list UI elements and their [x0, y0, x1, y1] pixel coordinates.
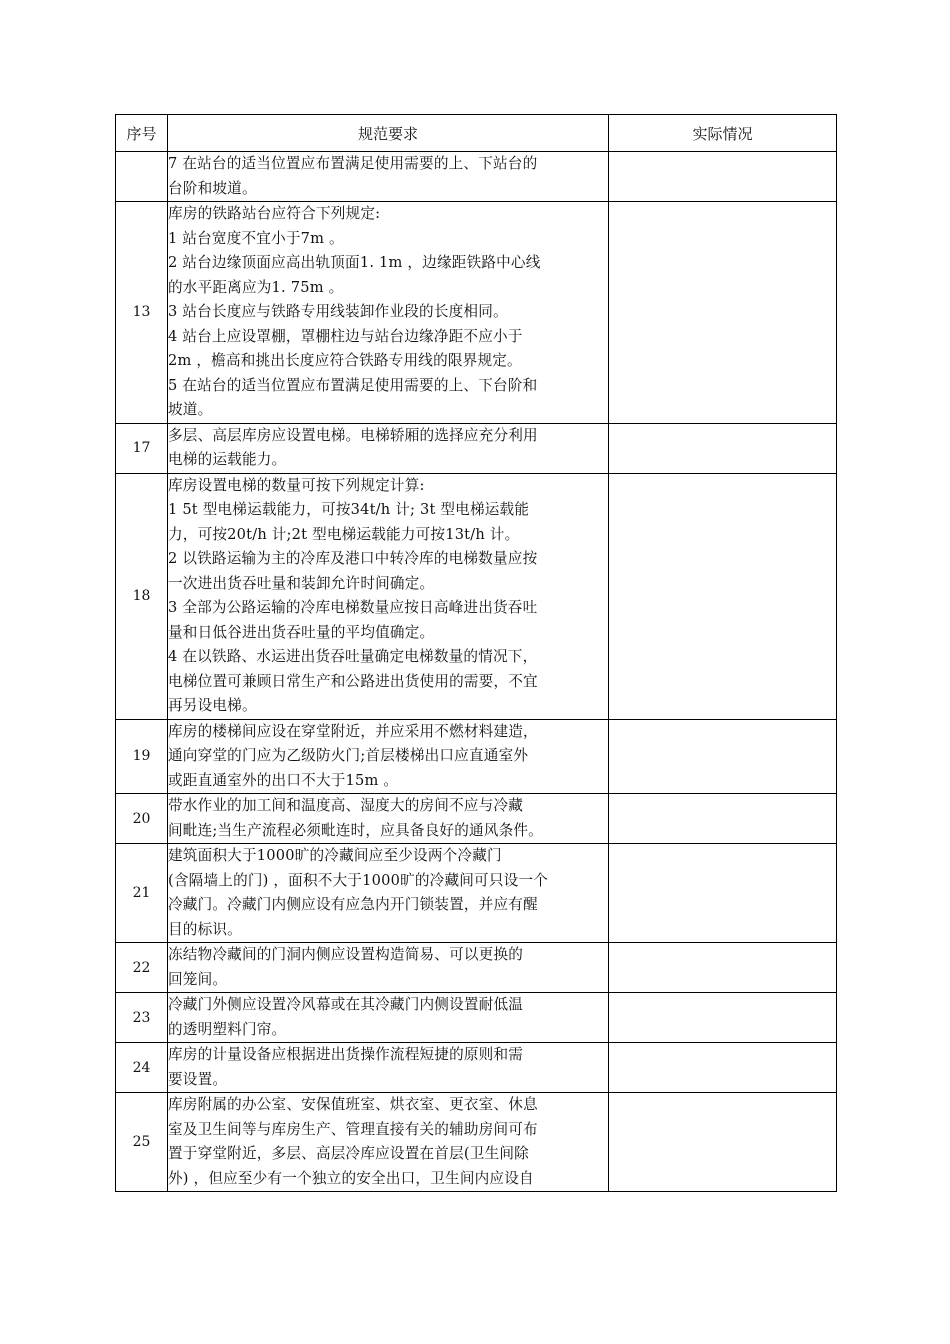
requirement-line: 坡道。 [168, 401, 213, 418]
table-row [116, 794, 837, 844]
requirement-line: 冷藏门。冷藏门内侧应设有应急内开门锁装置，并应有醒 [168, 896, 538, 913]
actual-cell [609, 152, 837, 202]
requirement-line: 库房附属的办公室、安保值班室、烘衣室、更衣室、休息 [168, 1096, 538, 1113]
table-header-row [116, 115, 837, 152]
requirement-line: 建筑面积大于1000旷的冷藏间应至少设两个冷藏门 [168, 847, 502, 864]
requirement-line: 1 5t 型电梯运载能力，可按34t/h 计; 3t 型电梯运载能 [168, 501, 530, 518]
requirement-cell [168, 943, 609, 993]
requirement-line: 力，可按20t/h 计;2t 型电梯运载能力可按13t/h 计。 [168, 525, 520, 543]
requirement-line: 外) ，但应至少有一个独立的安全出口，卫生间内应设自 [168, 1169, 534, 1187]
table-row [116, 423, 837, 473]
requirement-line: 冻结物冷藏间的门洞内侧应设置构造简易、可以更换的 [168, 946, 524, 963]
actual-cell [609, 993, 837, 1043]
row-number [116, 152, 168, 202]
table-row [116, 473, 837, 719]
row-number: 20 [116, 794, 168, 844]
row-number: 13 [116, 202, 168, 424]
row-number: 24 [116, 1043, 168, 1093]
requirement-line: 置于穿堂附近，多层、高层冷库应设置在首层(卫生间除 [168, 1145, 529, 1162]
requirement-line: 库房设置电梯的数量可按下列规定计算: [168, 476, 425, 494]
requirement-line: 间毗连;当生产流程必须毗连时，应具备良好的通风条件。 [168, 821, 543, 839]
requirement-cell [168, 473, 609, 719]
actual-cell [609, 423, 837, 473]
requirement-line: 库房的铁路站台应符合下列规定: [168, 205, 381, 222]
requirement-line: 2 站台边缘顶面应高出轨顶面1. 1m ，边缘距铁路中心线 [168, 254, 541, 271]
header-no: 序号 [116, 115, 168, 152]
requirement-cell [168, 423, 609, 473]
spec-table [115, 114, 837, 1192]
requirement-line: 库房的楼梯间应设在穿堂附近，并应采用不燃材料建造， [168, 722, 538, 740]
actual-cell [609, 794, 837, 844]
requirement-line: 4 在以铁路、水运进出货吞吐量确定电梯数量的情况下， [168, 648, 538, 665]
row-number: 18 [116, 473, 168, 719]
requirement-line: 再另设电梯。 [168, 697, 257, 714]
row-number: 25 [116, 1093, 168, 1192]
actual-cell [609, 719, 837, 794]
table-body [116, 152, 837, 1192]
requirement-line: 台阶和坡道。 [168, 179, 257, 197]
requirement-line: 目的标识。 [168, 920, 242, 938]
row-number: 21 [116, 844, 168, 943]
requirement-line: 4 站台上应设罩棚，罩棚柱边与站台边缘净距不应小于 [168, 327, 523, 345]
requirement-cell [168, 993, 609, 1043]
header-requirement: 规范要求 [168, 115, 609, 152]
requirement-cell [168, 1093, 609, 1192]
requirement-cell [168, 202, 609, 424]
requirement-line: 1 站台宽度不宜小于7m 。 [168, 229, 344, 247]
requirement-line: 的水平距离应为1. 75m 。 [168, 278, 344, 296]
requirement-line: 2m ，檐高和挑出长度应符合铁路专用线的限界规定。 [168, 352, 522, 369]
table-row [116, 943, 837, 993]
requirement-cell [168, 844, 609, 943]
requirement-line: 室及卫生间等与库房生产、管理直接有关的辅助房间可布 [168, 1120, 538, 1138]
requirement-cell [168, 719, 609, 794]
table-row [116, 202, 837, 424]
actual-cell [609, 1093, 837, 1192]
requirement-line: 的透明塑料门帘。 [168, 1020, 287, 1038]
requirement-cell [168, 794, 609, 844]
requirement-line: 量和日低谷进出货吞吐量的平均值确定。 [168, 623, 435, 641]
row-number: 23 [116, 993, 168, 1043]
requirement-line: 通向穿堂的门应为乙级防火门;首层楼梯出口应直通室外 [168, 747, 529, 764]
requirement-line: 3 站台长度应与铁路专用线装卸作业段的长度相同。 [168, 303, 508, 320]
table-row [116, 844, 837, 943]
table-row [116, 1093, 837, 1192]
table-row [116, 152, 837, 202]
requirement-line: 3 全部为公路运输的冷库电梯数量应按日高峰进出货吞吐 [168, 599, 538, 616]
requirement-line: 一次进出货吞吐量和装卸允许时间确定。 [168, 574, 435, 592]
table-row [116, 1043, 837, 1093]
requirement-line: 电梯的运载能力。 [168, 451, 287, 468]
table-row [116, 719, 837, 794]
row-number: 17 [116, 423, 168, 473]
requirement-line: 多层、高层库房应设置电梯。电梯轿厢的选择应充分利用 [168, 426, 538, 444]
actual-cell [609, 943, 837, 993]
requirement-line: 带水作业的加工间和温度高、湿度大的房间不应与冷藏 [168, 797, 524, 814]
row-number: 19 [116, 719, 168, 794]
requirement-line: (含隔墙上的门) ，面积不大于1000旷的冷藏间可只设一个 [168, 871, 549, 889]
actual-cell [609, 1043, 837, 1093]
actual-cell [609, 202, 837, 424]
actual-cell [609, 473, 837, 719]
requirement-line: 库房的计量设备应根据进出货操作流程短捷的原则和需 [168, 1046, 524, 1063]
requirement-line: 要设置。 [168, 1070, 228, 1088]
requirement-line: 7 在站台的适当位置应布置满足使用需要的上、下站台的 [168, 155, 538, 172]
requirement-line: 冷藏门外侧应设置冷风幕或在其冷藏门内侧设置耐低温 [168, 996, 524, 1013]
table-row [116, 993, 837, 1043]
requirement-cell [168, 1043, 609, 1093]
requirement-line: 回笼间。 [168, 970, 228, 988]
requirement-line: 电梯位置可兼顾日常生产和公路进出货使用的需要，不宜 [168, 672, 538, 690]
row-number: 22 [116, 943, 168, 993]
requirement-line: 或距直通室外的出口不大于15m 。 [168, 771, 399, 789]
header-actual: 实际情况 [609, 115, 837, 152]
requirement-cell [168, 152, 609, 202]
requirement-line: 2 以铁路运输为主的冷库及港口中转冷库的电梯数量应按 [168, 550, 538, 567]
actual-cell [609, 844, 837, 943]
requirement-line: 5 在站台的适当位置应布置满足使用需要的上、下台阶和 [168, 376, 538, 394]
